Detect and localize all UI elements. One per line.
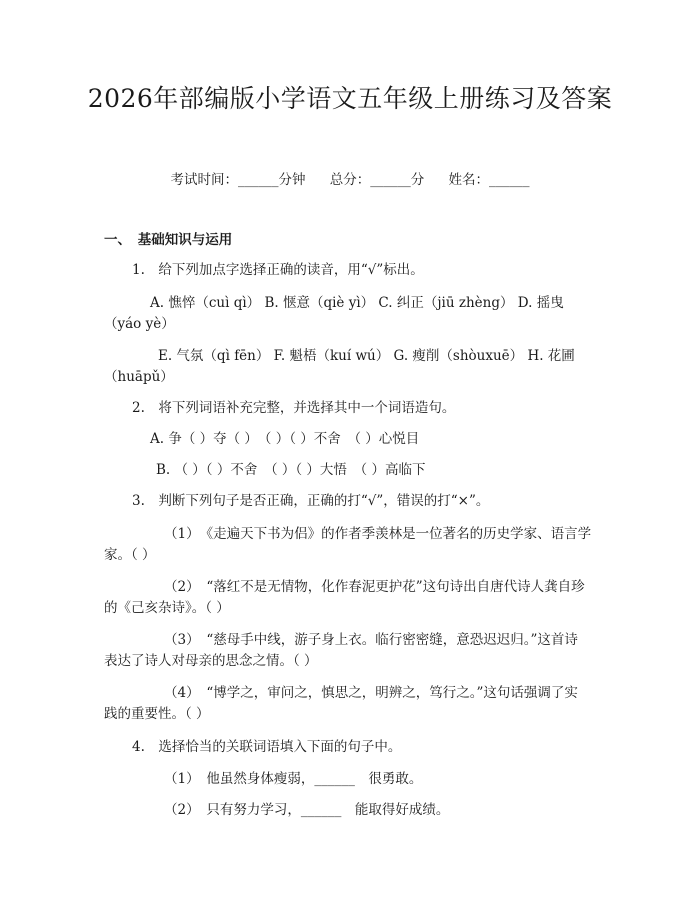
question-2-row-b: B. （ ）（ ）不舍 （ ）（ ）大悟 （ ）高临下 [156, 462, 426, 478]
exam-time: 考试时间：______分钟 [170, 172, 306, 188]
question-4-item-1: （1） 他虽然身体瘦弱，______ 很勇敢。 [164, 771, 423, 787]
exam-meta [0, 168, 700, 188]
exam-score: 总分：______分 [329, 172, 425, 188]
question-4-item-2: （2） 只有努力学习，______ 能取得好成绩。 [164, 802, 450, 818]
question-1-stem: 1. 给下列加点字选择正确的读音，用“√”标出。 [132, 262, 424, 278]
question-1-row-1: A. 憔悴（cuì qì） B. 惬意（qiè yì） C. 纠正（jiū zhèng） D. 摇曳 [150, 295, 564, 311]
question-3-stem: 3. 判断下列句子是否正确，正确的打“√”，错误的打“×”。 [132, 493, 490, 509]
question-3-item-2-cont: 的《己亥杂诗》。（ ） [104, 600, 230, 616]
section-heading: 一、 基础知识与运用 [104, 232, 233, 248]
question-3-item-4: （4） “博学之，审问之，慎思之，明辨之，笃行之。”这句话强调了实 [164, 685, 578, 701]
question-2-stem: 2. 将下列词语补充完整，并选择其中一个词语造句。 [132, 400, 456, 416]
question-1-row-2-cont: （huāpǔ） [104, 369, 174, 385]
question-3-item-4-cont: 践的重要性。（ ） [104, 706, 210, 722]
question-1-row-2: E. 气氛（qì fēn） F. 魁梧（kuí wú） G. 瘦削（shòuxuē） H. 花圃 [158, 348, 575, 364]
question-3-item-1-cont: 家。（ ） [104, 547, 156, 563]
question-3-item-2: （2） “落红不是无情物，化作春泥更护花”这句诗出自唐代诗人龚自珍 [164, 579, 585, 595]
question-2-row-a: A. 争（ ）夺（ ） （ ）（ ）不舍 （ ）心悦目 [150, 431, 420, 447]
question-1-row-1-cont: （yáo yè） [104, 316, 175, 332]
question-3-item-3-cont: 表达了诗人对母亲的思念之情。（ ） [104, 653, 318, 669]
question-3-item-1: （1） 《走遍天下书为侣》的作者季羡林是一位著名的历史学家、语言学 [164, 526, 592, 542]
student-name: 姓名：______ [448, 172, 530, 188]
question-4-stem: 4. 选择恰当的关联词语填入下面的句子中。 [132, 739, 402, 755]
page-title: 2026年部编版小学语文五年级上册练习及答案 [87, 84, 613, 113]
question-3-item-3: （3） “慈母手中线，游子身上衣。临行密密缝，意恐迟迟归。”这首诗 [164, 632, 578, 648]
